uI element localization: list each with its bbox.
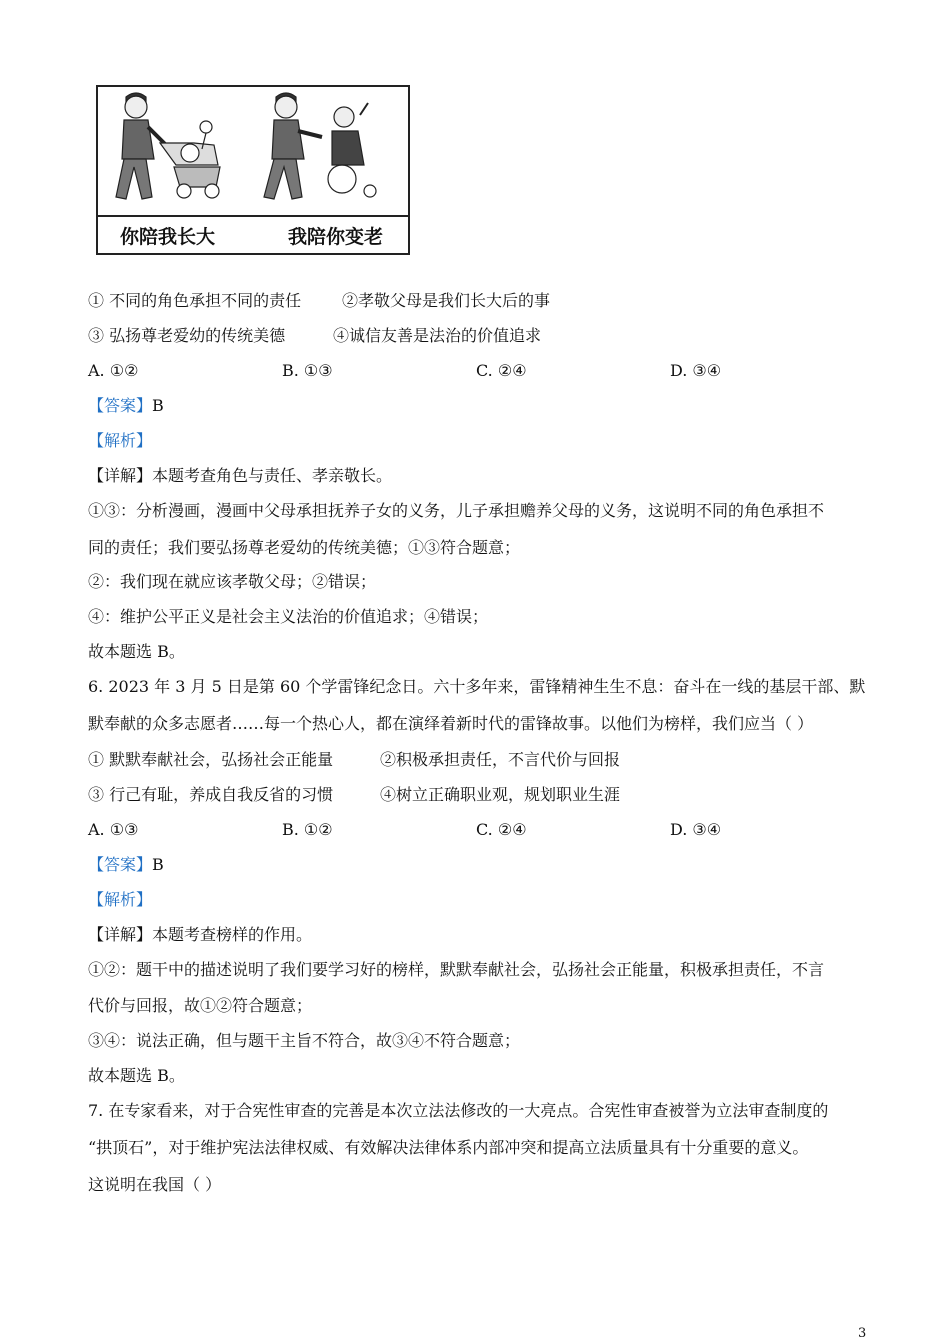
q5-answer <box>88 395 164 417</box>
q5-explanation-1a: ①③：分析漫画，漫画中父母承担抚养子女的义务，儿子承担赡养父母的义务，这说明不同的角色承担不 <box>88 501 825 520</box>
q6-explanation-2: ③④：说法正确，但与题干主旨不符合，故③④不符合题意； <box>88 1031 521 1050</box>
cartoon-drawing <box>98 87 408 253</box>
q6-option-c: C. ②④ <box>476 820 527 839</box>
q5-analysis <box>88 430 152 452</box>
cartoon-caption-left: 你陪我长大 <box>120 226 216 248</box>
q6-conclusion: 故本题选 B。 <box>88 1066 185 1085</box>
parent-with-stroller-figure <box>116 93 220 199</box>
q6-explanation-1a: ①②：题干中的描述说明了我们要学习好的榜样，默默奉献社会，弘扬社会正能量，积极承担责任，不言 <box>88 960 825 979</box>
q6-stem-line-2: 默奉献的众多志愿者……每一个热心人，都在演绎着新时代的雷锋故事。以他们为榜样，我们应当（ ） <box>88 714 814 733</box>
q7-stem-line-3: 这说明在我国（ ） <box>88 1175 222 1194</box>
q5-option-a: A. ①② <box>88 361 139 380</box>
q5-option-b: B. ①③ <box>282 361 333 380</box>
page-number: 3 <box>858 1326 867 1341</box>
q6-statement-4: ④树立正确职业观，规划职业生涯 <box>380 785 621 804</box>
q5-statement-2: ②孝敬父母是我们长大后的事 <box>342 291 551 310</box>
q6-stem-line-1: 6. 2023 年 3 月 5 日是第 60 个学雷锋纪念日。六十多年来，雷锋精神生生不息：奋斗在一线的基层干部、默 <box>88 677 866 696</box>
q5-option-d: D. ③④ <box>670 361 722 380</box>
q5-statement-row-1 <box>88 290 301 312</box>
q5-statement-3: ③ 弘扬尊老爱幼的传统美德 <box>88 326 286 345</box>
q6-option-d: D. ③④ <box>670 820 722 839</box>
q6-answer-tag: 【答案】 <box>88 855 153 874</box>
q5-detail-tag: 【详解】 <box>88 466 153 485</box>
q6-statement-1: ① 默默奉献社会，弘扬社会正能量 <box>88 750 334 769</box>
q5-explanation-2: ②：我们现在就应该孝敬父母；②错误； <box>88 572 377 591</box>
q7-stem-line-2: “拱顶石”，对于维护宪法法律权威、有效解决法律体系内部冲突和提高立法质量具有十分重要的意义。 <box>88 1138 809 1157</box>
q6-detail <box>88 924 312 946</box>
cartoon-image <box>96 85 410 255</box>
q6-statement-2: ②积极承担责任，不言代价与回报 <box>380 750 621 769</box>
q5-answer-value: B <box>152 396 164 415</box>
q6-option-b: B. ①② <box>282 820 333 839</box>
q5-option-c: C. ②④ <box>476 361 527 380</box>
q5-explanation-1b: 同的责任；我们要弘扬尊老爱幼的传统美德；①③符合题意； <box>88 538 521 557</box>
q6-statement-3: ③ 行己有耻，养成自我反省的习惯 <box>88 785 334 804</box>
q5-analysis-tag: 【解析】 <box>88 431 153 450</box>
q5-detail <box>88 465 392 487</box>
q7-stem-line-1: 7. 在专家看来，对于合宪性审查的完善是本次立法法修改的一大亮点。合宪性审查被誉为立法审查制度的 <box>88 1101 829 1120</box>
q5-explanation-3: ④：维护公平正义是社会主义法治的价值追求；④错误； <box>88 607 489 626</box>
q6-answer-value: B <box>152 855 164 874</box>
q6-explanation-1b: 代价与回报，故①②符合题意； <box>88 996 313 1015</box>
q5-detail-text: 本题考查角色与责任、孝亲敬长。 <box>152 466 393 485</box>
q6-answer <box>88 854 164 876</box>
q6-option-a: A. ①③ <box>88 820 139 839</box>
q6-detail-tag: 【详解】 <box>88 925 153 944</box>
q5-conclusion: 故本题选 B。 <box>88 642 185 661</box>
q5-statement-4: ④诚信友善是法治的价值追求 <box>333 326 542 345</box>
q6-analysis <box>88 889 152 911</box>
son-with-wheelchair-figure <box>264 93 376 199</box>
cartoon-caption-right: 我陪你变老 <box>288 226 384 248</box>
q6-analysis-tag: 【解析】 <box>88 890 153 909</box>
q6-detail-text: 本题考查榜样的作用。 <box>152 925 313 944</box>
q5-answer-tag: 【答案】 <box>88 396 153 415</box>
q5-statement-1: ① 不同的角色承担不同的责任 <box>88 291 302 310</box>
